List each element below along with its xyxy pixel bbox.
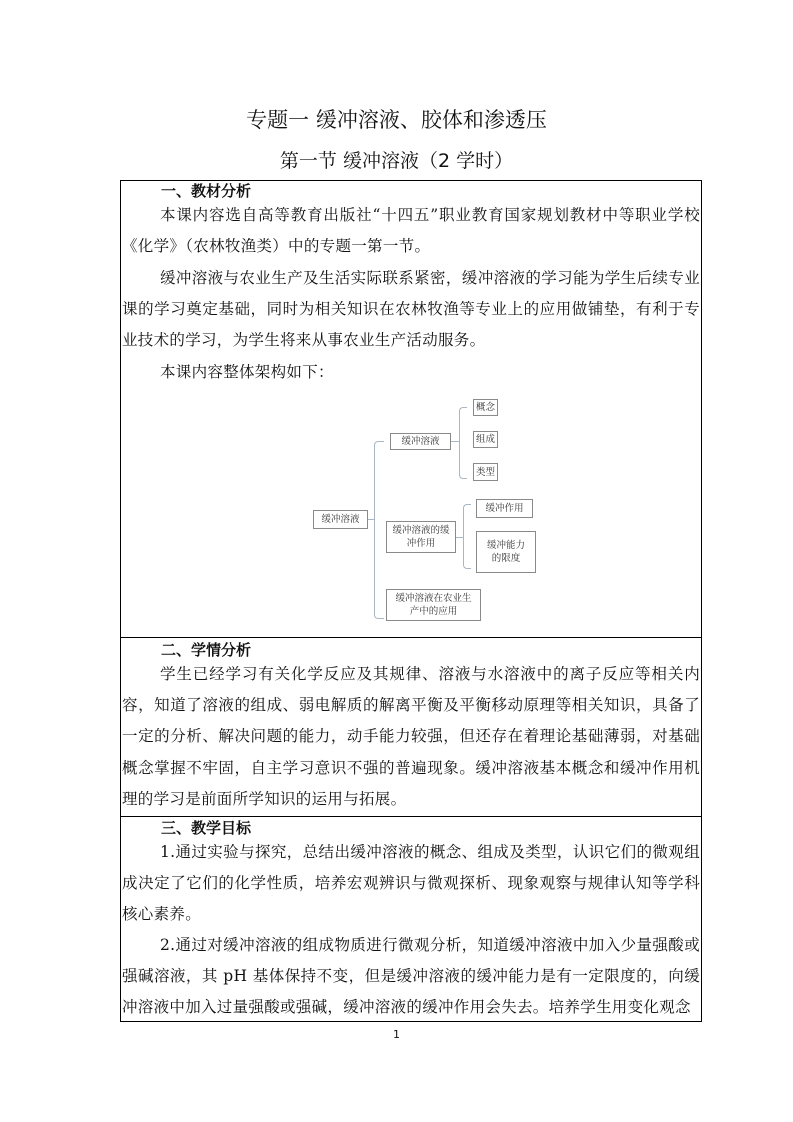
diagram-node-buffer-solution: 缓冲溶液 — [390, 433, 451, 450]
diagram-node-buffering-action: 缓冲溶液的缓冲作用 — [386, 521, 456, 553]
diagram-leaf-buffer-capacity-limit: 缓冲能力的限度 — [476, 531, 536, 573]
branch2-bracket — [463, 504, 471, 569]
section-teaching-objectives — [121, 816, 701, 1022]
lesson-plan-table — [120, 180, 702, 1022]
diagram-node-agricultural-application: 缓冲溶液在农业生产中的应用 — [386, 589, 481, 621]
diagram-root-node: 缓冲溶液 — [313, 510, 368, 529]
connector-line — [456, 537, 463, 538]
section-textbook-analysis — [121, 181, 701, 637]
diagram-leaf-concept: 概念 — [473, 399, 498, 416]
section-student-analysis — [121, 637, 701, 816]
section-heading: 二、学情分析 — [161, 641, 252, 659]
paragraph: 本课内容选自高等教育出版社“十四五”职业教育国家规划教材中等职业学校《化学》（农林牧渔类）中的专题一第一节。 — [122, 206, 700, 256]
diagram-leaf-composition: 组成 — [473, 431, 498, 448]
branch1-bracket — [459, 407, 467, 479]
page-number: 1 — [393, 1028, 400, 1041]
document-title: 专题一 缓冲溶液、胶体和渗透压 — [246, 108, 547, 132]
paragraph: 学生已经学习有关化学反应及其规律、溶液与水溶液中的离子反应等相关内容，知道了溶液的组成、弱电解质的解离平衡及平衡移动原理等相关知识，具备了一定的分析、解决问题的能力，动手能力较强，但还存在着理论基础薄弱，对基础概念掌握不牢固，自主学习意识不强的普遍现象。缓冲溶液基本概念和缓冲作用机理的学习是前面所学知识的运用与拓展。 — [122, 665, 700, 808]
diagram-leaf-buffering-effect: 缓冲作用 — [476, 499, 533, 518]
paragraph: 2.通过对缓冲溶液的组成物质进行微观分析，知道缓冲溶液中加入少量强酸或强碱溶液，其 pH 基体保持不变，但是缓冲溶液的缓冲能力是有一定限度的，向缓冲溶液中加入过量强酸或强碱，缓冲溶液的缓冲作用会失去。培养学生用变化观念 — [122, 936, 700, 1017]
section-heading: 一、教材分析 — [161, 182, 252, 200]
diagram-leaf-types: 类型 — [473, 463, 498, 481]
content-structure-diagram — [313, 391, 553, 626]
section-subtitle: 第一节 缓冲溶液（2 学时） — [279, 150, 514, 172]
connector-line — [451, 441, 459, 442]
paragraph: 1.通过实验与探究，总结出缓冲溶液的概念、组成及类型，认识它们的微观组成决定了它们的化学性质，培养宏观辨识与微观探析、现象观察与规律认知等学科核心素养。 — [122, 843, 700, 924]
root-bracket — [374, 441, 384, 619]
section-heading: 三、教学目标 — [161, 819, 252, 837]
paragraph: 缓冲溶液与农业生产及生活实际联系紧密，缓冲溶液的学习能为学生后续专业课的学习奠定基础，同时为相关知识在农林牧渔等专业上的应用做铺垫，有利于专业技术的学习，为学生将来从事农业生产活动服务。 — [122, 269, 700, 350]
paragraph: 本课内容整体架构如下： — [160, 363, 334, 381]
